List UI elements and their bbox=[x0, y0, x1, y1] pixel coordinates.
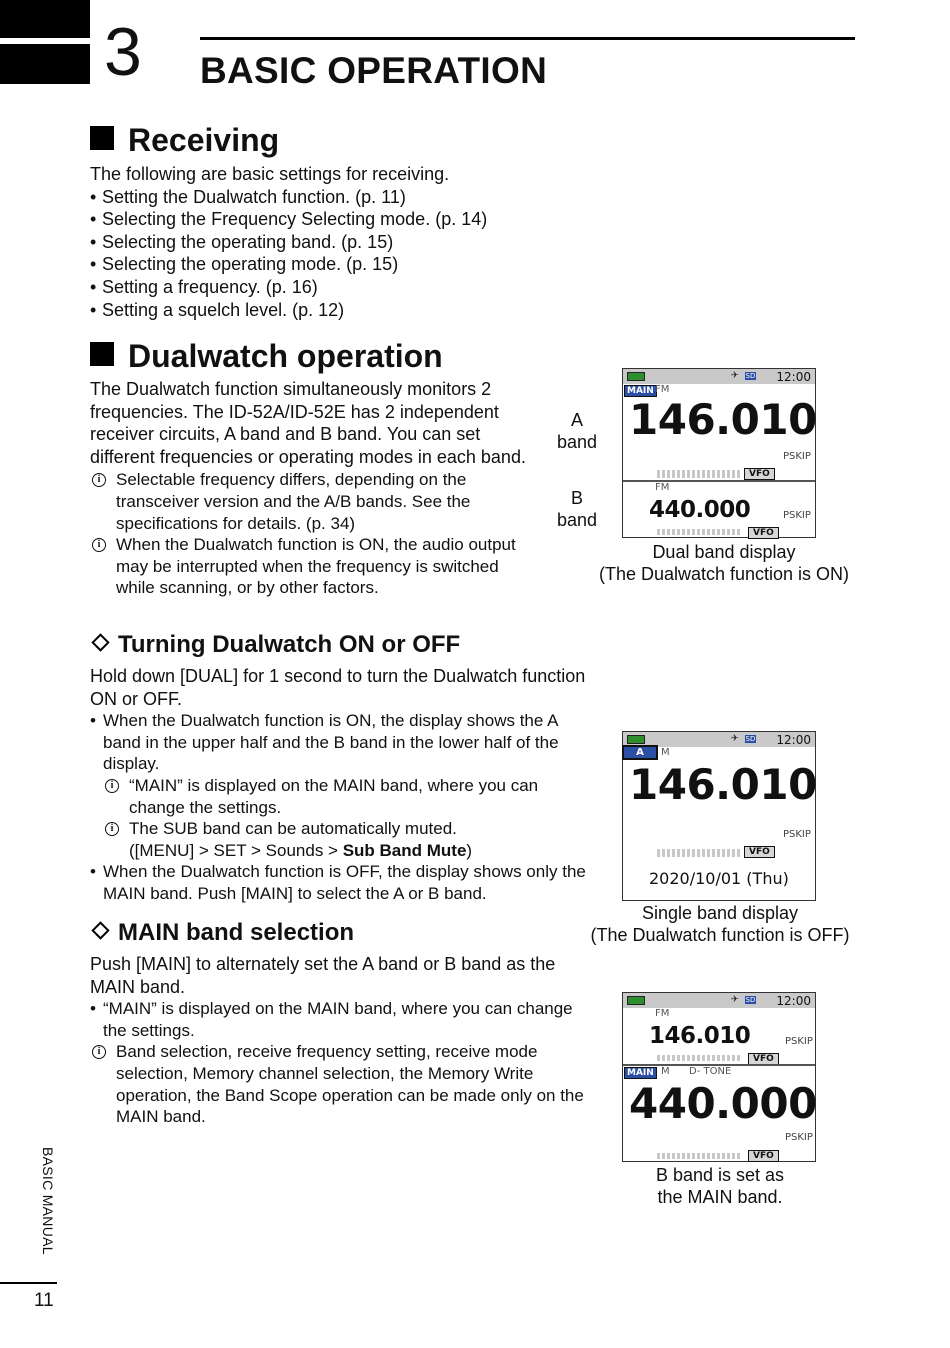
note-item: i The SUB band can be automatically muted. ([MENU] > SET > Sounds > Sub Band Mute) bbox=[103, 818, 595, 861]
info-icon: i bbox=[92, 1045, 106, 1059]
frequency-b: 440.000 bbox=[629, 1079, 817, 1128]
note-item: i “MAIN” is displayed on the MAIN band, where you can change the settings. bbox=[103, 775, 595, 818]
dualwatch-heading: Dualwatch operation bbox=[90, 340, 443, 372]
list-item: • Setting a squelch level. (p. 12) bbox=[90, 299, 345, 320]
clock: 12:00 bbox=[776, 994, 811, 1008]
page-rule bbox=[0, 1282, 57, 1284]
s-meter bbox=[657, 849, 741, 857]
vfo-b: VFO bbox=[748, 527, 779, 539]
frequency-a: 146.010 bbox=[629, 395, 817, 444]
memory-mode: M bbox=[661, 747, 670, 758]
s-meter-b bbox=[657, 529, 741, 535]
turning-paragraph: Hold down [DUAL] for 1 second to turn the Dualwatch function ON or OFF. bbox=[90, 666, 586, 709]
chapter-title: BASIC OPERATION bbox=[200, 50, 548, 91]
vfo-a: VFO bbox=[748, 1053, 779, 1065]
list-item: • “MAIN” is displayed on the MAIN band, where you can change the settings. bbox=[90, 999, 573, 1040]
main-selection-paragraph: Push [MAIN] to alternately set the A band or B band as the MAIN band. bbox=[90, 954, 556, 997]
sd-card-icon: SD bbox=[745, 372, 756, 380]
dual-band-display bbox=[622, 368, 816, 538]
gps-icon: ✈ SD bbox=[731, 371, 756, 381]
list-item: • Selecting the Frequency Selecting mode. (p. 14) bbox=[90, 209, 488, 230]
page-number: 11 bbox=[34, 1290, 54, 1311]
pskip-a: PSKIP bbox=[783, 451, 811, 462]
sd-card-icon: SD bbox=[745, 735, 756, 743]
status-bar bbox=[623, 369, 815, 384]
diamond-icon bbox=[91, 633, 109, 651]
gps-icon: ✈ SD bbox=[731, 995, 756, 1005]
square-bullet-icon bbox=[90, 126, 114, 150]
receiving-heading: Receiving bbox=[90, 124, 279, 156]
list-item: • Selecting the operating band. (p. 15) bbox=[90, 231, 394, 252]
pskip: PSKIP bbox=[783, 829, 811, 840]
mode-b: M bbox=[661, 1066, 670, 1077]
list-item: • Selecting the operating mode. (p. 15) bbox=[90, 254, 399, 275]
note-item: i When the Dualwatch function is ON, the audio output may be interrupted when the frequency is switched while scanning, or by other factors. bbox=[90, 534, 540, 599]
a-band-label: A band bbox=[556, 410, 598, 452]
chapter-tab-bottom bbox=[0, 44, 90, 84]
list-item: • Setting the Dualwatch function. (p. 11) bbox=[90, 186, 406, 207]
mode-b: FM bbox=[655, 482, 670, 493]
dtone-indicator: D- TONE bbox=[689, 1066, 732, 1077]
mode-a: FM bbox=[655, 384, 670, 395]
main-tag: MAIN bbox=[624, 385, 657, 397]
frequency: 146.010 bbox=[629, 760, 817, 809]
frequency-b: 440.000 bbox=[649, 497, 751, 523]
battery-icon bbox=[627, 735, 645, 744]
note-item: i Band selection, receive frequency setting, receive mode selection, Memory channel selection, the Memory Write operation, the Band Scope operation can be made only on the MAIN band. bbox=[90, 1041, 595, 1127]
pskip-b: PSKIP bbox=[783, 510, 811, 521]
a-band-tag: A bbox=[622, 745, 658, 760]
vfo: VFO bbox=[744, 846, 775, 858]
s-meter-a bbox=[657, 1055, 741, 1061]
main-tag: MAIN bbox=[624, 1067, 657, 1079]
turning-heading: Turning Dualwatch ON or OFF bbox=[90, 633, 460, 657]
s-meter-a bbox=[657, 470, 741, 478]
main-selection-body bbox=[90, 953, 595, 1128]
dualwatch-body bbox=[90, 378, 540, 599]
sd-card-icon: SD bbox=[745, 996, 756, 1004]
info-icon: i bbox=[92, 473, 106, 487]
status-bar bbox=[623, 993, 815, 1008]
dualwatch-paragraph: The Dualwatch function simultaneously monitors 2 frequencies. The ID-52A/ID-52E has 2 independent receiver circuits, A band and B band. You can set different frequencies or operating modes in each band. bbox=[90, 379, 526, 467]
clock: 12:00 bbox=[776, 733, 811, 747]
vfo-a: VFO bbox=[744, 468, 775, 480]
info-icon: i bbox=[92, 538, 106, 552]
turning-body bbox=[90, 665, 595, 905]
info-icon: i bbox=[105, 822, 119, 836]
clock: 12:00 bbox=[776, 370, 811, 384]
display2-caption: Single band display (The Dualwatch function is OFF) bbox=[590, 903, 850, 945]
list-item: • Setting a frequency. (p. 16) bbox=[90, 276, 318, 297]
battery-icon bbox=[627, 996, 645, 1005]
chapter-tab-top bbox=[0, 0, 90, 38]
s-meter-b bbox=[657, 1153, 741, 1159]
info-icon: i bbox=[105, 779, 119, 793]
frequency-a: 146.010 bbox=[649, 1023, 751, 1049]
display1-caption: Dual band display (The Dualwatch function is ON) bbox=[598, 542, 850, 584]
date: 2020/10/01 (Thu) bbox=[649, 869, 789, 888]
display3-caption: B band is set as the MAIN band. bbox=[655, 1165, 785, 1207]
note-item: i Selectable frequency differs, depending on the transceiver version and the A/B bands. See the specifications for details. (p. 34) bbox=[90, 469, 540, 534]
pskip-a: PSKIP bbox=[785, 1036, 813, 1047]
b-band-label: B band bbox=[556, 488, 598, 530]
pskip-b: PSKIP bbox=[785, 1132, 813, 1143]
single-band-display bbox=[622, 731, 816, 901]
side-label: BASIC MANUAL bbox=[40, 1147, 56, 1255]
list-item: • When the Dualwatch function is OFF, the display shows only the MAIN band. Push [MAIN] to select the A or B band. bbox=[90, 862, 586, 903]
band-divider bbox=[623, 480, 815, 482]
receiving-body bbox=[90, 163, 610, 321]
mode-a: FM bbox=[655, 1008, 670, 1019]
list-item: • When the Dualwatch function is ON, the display shows the A band in the upper half and the B band in the lower half of the display. bbox=[90, 711, 559, 774]
diamond-icon bbox=[91, 921, 109, 939]
header-rule bbox=[200, 37, 855, 40]
square-bullet-icon bbox=[90, 342, 114, 366]
receiving-intro: The following are basic settings for receiving. bbox=[90, 164, 450, 184]
main-selection-heading: MAIN band selection bbox=[90, 921, 354, 945]
chapter-number: 3 bbox=[104, 14, 142, 90]
gps-icon: ✈ SD bbox=[731, 734, 756, 744]
b-band-main-display bbox=[622, 992, 816, 1162]
battery-icon bbox=[627, 372, 645, 381]
vfo-b: VFO bbox=[748, 1150, 779, 1162]
